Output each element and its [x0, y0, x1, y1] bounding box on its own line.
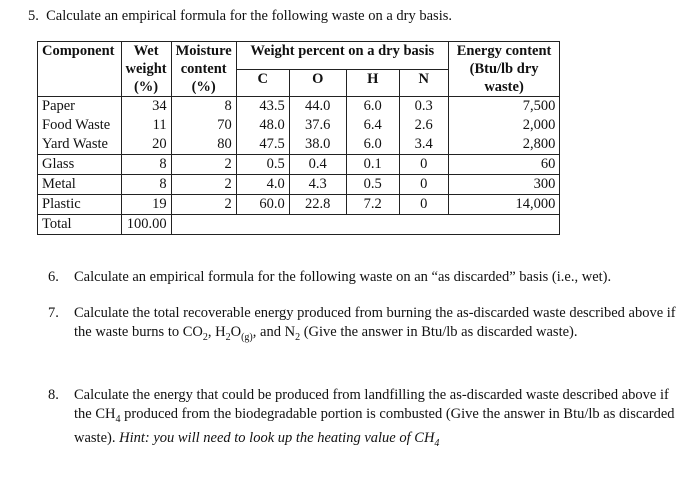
- question-5-number: 5.: [28, 8, 39, 24]
- question-8-hint: Hint: you will need to look up the heating value of $CH_4$: [119, 429, 440, 449]
- table-row: Paper 34 8 43.5 44.0 6.0 0.3 7,500: [38, 97, 560, 117]
- header-n: N: [399, 69, 448, 97]
- question-8-number: 8.: [48, 387, 59, 403]
- header-energy: Energy content (Btu/lb dry waste): [448, 42, 560, 97]
- waste-table: [37, 41, 560, 235]
- table-row: Plastic 19 2 60.0 22.8 7.2 0 14,000: [38, 195, 560, 215]
- table-total-row: Total 100.00: [38, 215, 560, 235]
- table-row: Glass 8 2 0.5 0.4 0.1 0 60: [38, 155, 560, 175]
- question-5: [28, 8, 452, 25]
- header-moisture: Moisture content (%): [171, 42, 236, 97]
- question-6-text: Calculate an empirical formula for the following waste on an “as discarded” basis (i.e., wet).: [74, 269, 612, 285]
- question-6-number: 6.: [48, 269, 59, 285]
- table-row: Yard Waste 20 80 47.5 38.0 6.0 3.4 2,800: [38, 135, 560, 155]
- header-h: H: [346, 69, 399, 97]
- header-o: O: [289, 69, 346, 97]
- table-row: Food Waste 11 70 48.0 37.6 6.4 2.6 2,000: [38, 116, 560, 135]
- question-7: [48, 304, 688, 347]
- question-8: [48, 386, 688, 453]
- header-wet-weight: Wet weight (%): [121, 42, 171, 97]
- question-7-text: Calculate the total recoverable energy produced from burning the as-discarded waste described above if the waste burns to $CO_2$, $H_2O_{(g)}$, and $N_2$ (Give the answer in Btu/lb as discarded waste).: [74, 305, 676, 343]
- table-row: Metal 8 2 4.0 4.3 0.5 0 300: [38, 175, 560, 195]
- question-5-text: Calculate an empirical formula for the following waste on a dry basis.: [46, 8, 452, 24]
- header-dry-basis: Weight percent on a dry basis: [236, 42, 448, 70]
- question-7-number: 7.: [48, 305, 59, 321]
- header-c: C: [236, 69, 289, 97]
- question-6: [48, 268, 688, 287]
- header-component: Component: [38, 42, 122, 97]
- question-8-text: Calculate the energy that could be produced from landfilling the as-discarded waste described above if the $CH_4$ produced from the biodegradable portion is combusted (Give the answer in Btu/lb as discarded waste). Hint: you will need to look up the heating value of $CH_4$: [74, 387, 675, 449]
